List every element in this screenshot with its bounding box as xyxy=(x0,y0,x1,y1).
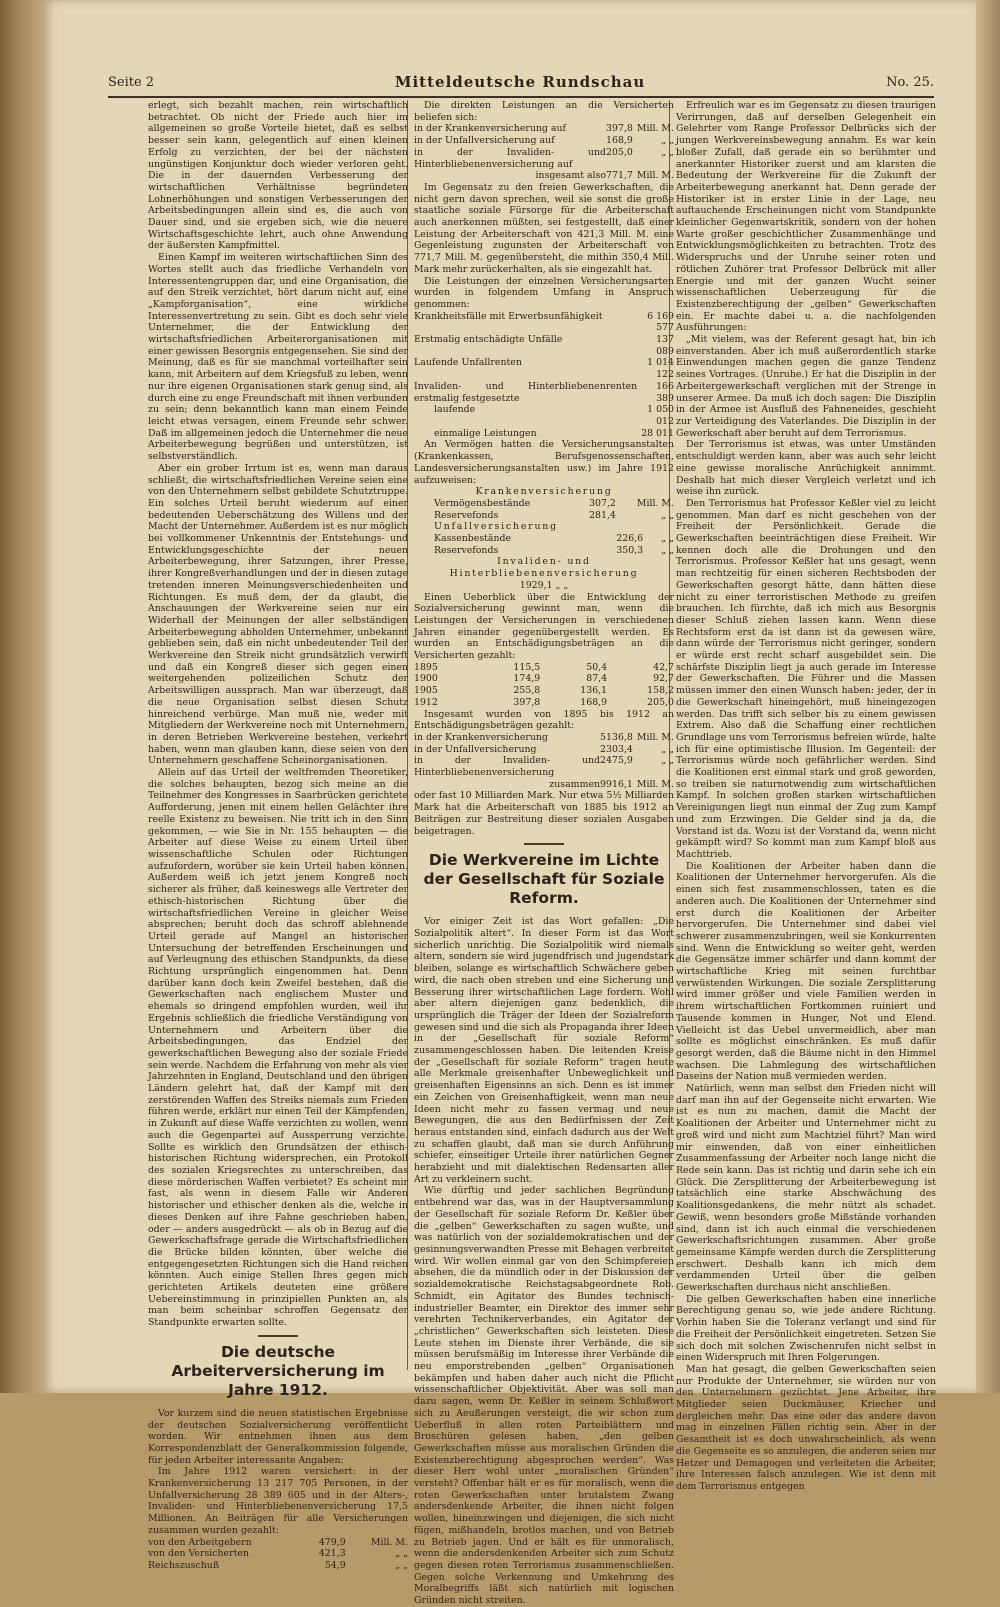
column-2 xyxy=(414,100,674,1607)
row-label: Laufende Unfallrenten xyxy=(414,357,522,369)
paragraph: Der Terrorismus ist etwas, was unter Umständen entschuldigt werden kann, aber was auch sehr leicht eine gewisse moralische Anrüchigkeit annimmt. Deshalb hat mich dieser Vergleich verletzt und ich weise ihn zurück. xyxy=(676,439,936,498)
claims-table xyxy=(414,311,674,440)
paragraph: Man hat gesagt, die gelben Gewerkschaften seien nur Produkte der Unternehmer, sie würden nur von den Unternehmern gezüchtet. Jene Arbeiter, ihre Mitglieder seien Duckmäuser, Kriecher und dergleichen mehr. Das eine oder das andere davon mag in einzelnen Fällen richtig sein. Aber in der Gesamtheit ist es doch unwahrscheinlich, als wenn die Gegenseite es so anzulegen, die anderen seien nur Hetzer und Demagogen und verleiteten die Arbeiter, ihre Interessen falsch anzulegen. Wie ist denn mit dem Terrorismus entgegen xyxy=(676,1363,936,1492)
paragraph: Im Jahre 1912 waren versichert: in der Krankenversicherung 13 217 705 Personen, in der Unfallversicherung 28 389 605 und in der Alters-, Invaliden- und Hinterbliebenenversicherung 17,5 Millionen. An Beiträgen für alle Versicherungen zusammen wurden gezahlt: xyxy=(148,1466,408,1536)
row-unit: „ „ xyxy=(661,509,674,521)
row-unit: „ „ xyxy=(661,146,674,158)
assets-kv-table xyxy=(414,498,674,521)
table-row xyxy=(414,135,674,147)
table-row xyxy=(148,1548,408,1560)
row-label: laufende xyxy=(434,404,476,416)
row-label: Erstmalig entschädigte Unfälle xyxy=(414,334,563,346)
row-label: in der Krankenversicherung xyxy=(414,731,548,743)
table-row xyxy=(414,755,674,778)
row-label: zusammen xyxy=(549,778,601,790)
row-label: insgesamt also xyxy=(535,170,607,182)
table-row xyxy=(414,744,674,756)
book-binding xyxy=(0,0,42,1393)
row-value: 137 089 xyxy=(656,334,674,357)
row-label: in der Invaliden- und Hinterbliebenenversicherung auf xyxy=(414,146,607,170)
row-unit: Mill. M. xyxy=(636,731,674,743)
table-row xyxy=(414,147,674,170)
row-value: 421,3 xyxy=(318,1548,346,1560)
row-value: 166 389 xyxy=(656,380,674,404)
column-3 xyxy=(676,100,936,1492)
row-label: Krankheitsfälle mit Erwerbsunfähigkeit xyxy=(414,310,603,322)
table-row xyxy=(148,1560,408,1572)
row-label: in der Unfallversicherung xyxy=(414,743,537,755)
year-cell: 1895 xyxy=(414,661,438,673)
year-cell: 1900 xyxy=(414,673,438,685)
value-cell: 205,0 xyxy=(647,696,674,708)
row-label: einmalige Leistungen xyxy=(434,427,537,439)
row-unit: „ „ xyxy=(395,1559,408,1571)
row-label: Invaliden- und Hinterbliebenenrenten erstmalig festgesetzte xyxy=(414,380,638,404)
row-value: 9916,1 xyxy=(600,778,633,790)
paragraph: Die Koalitionen der Arbeiter haben dann die Koalitionen der Unternehmer hervorgerufen. Als die einen sich fest zusammenschlossen, taten es die anderen auch. Die Koalitionen der Unternehmer sind erst durch die Koalitionen der Arbeiter hervorgerufen. Die Unternehmer sind dabei viel schwerer zusammenzubringen, weil sie Konkurrenten sind. Wenn die Entwicklung so weiter geht, werden die Gegensätze immer schärfer und dann kommt der wirtschaftliche Krieg mit seinen furchtbar verwüstenden Wirkungen. Die soziale Zersplitterung wird immer größer und viele Familien werden in ihrem wirtschaftlichen Fortkommen ruiniert und Tausende kommen in Hunger, Not und Elend. Vielleicht ist das Uebel unvermeidlich, aber man sollte es möglichst einschränken. Es muß dafür gesorgt werden, daß die Bäume nicht in den Himmel wachsen. Die Lahmlegung des wirtschaftlichen Daseins der Nation muß vermieden werden. xyxy=(676,860,936,1083)
table-row xyxy=(414,498,674,510)
row-label: von den Versicherten xyxy=(148,1548,249,1560)
value-cell: 115,5 xyxy=(513,661,541,673)
row-label: in der Invaliden- und Hinterbliebenenversicherung xyxy=(414,755,601,779)
value-cell: 255,8 xyxy=(513,685,541,697)
value-cell: 397,8 xyxy=(513,696,541,708)
table-row xyxy=(414,170,674,182)
row-unit: Mill. M. xyxy=(636,123,674,135)
subheading: Invaliden- und Hinterbliebenenversicherung xyxy=(449,556,639,580)
paragraph: „Mit vielem, was der Referent gesagt hat, bin ich einverstanden. Aber ich muß außerordentlich starke Einwendungen machen gegen die ganze Tendenz seines Vortrages. (Unruhe.) Er hat die Disziplin in der Arbeitergewerkschaft verglichen mit der Strenge in unserer Armee. Da muß ich doch sagen: Die Disziplin in der Armee ist Ausfluß des Fahneneides, geschieht zur Verteidigung des Vaterlandes. Die Disziplin in der Gewerkschaft aber beruht auf dem Terrorismus. xyxy=(676,334,936,439)
table-row xyxy=(414,510,674,522)
row-unit: „ „ xyxy=(395,1548,408,1560)
separator xyxy=(258,1335,298,1337)
value-cell: 136,1 xyxy=(580,685,608,697)
article-heading: Die Werkvereine im Lichte der Gesellschaft für Soziale Reform. xyxy=(423,851,665,908)
row-value: 168,9 xyxy=(606,135,633,147)
assets-uv-table xyxy=(414,533,674,556)
row-value: 54,9 xyxy=(324,1559,346,1571)
row-unit: Mill. M. xyxy=(636,497,674,509)
page-edge xyxy=(976,0,1000,1393)
paragraph: Aber ein grober Irrtum ist es, wenn man daraus schließt, die wirtschaftsfriedlichen Vereine seien eine von den Unternehmern selbst gebildete Schutztruppe. Ein solches Urteil beruht wiederum auf einer bedeutenden Ueberschätzung des Willens und der Macht der Unternehmer. Außerdem ist es nur möglich bei vollkommener Unkenntnis der Entstehungs- und Entwicklungsgeschichte der neuen Arbeiterbewegung, ihrer Satzungen, ihrer Presse, ihrer Kongreßverhandlungen und der in diesen zutage tretenden inneren Meinungsverschiedenheiten und Richtungen. Es muß dem, der da glaubt, die Anschauungen der Werkvereine seien nur ein Widerhall der Meinungen der aller selbständigen Arbeiterbewegung abholden Unternehmer, unbekannt geblieben sein, daß ein nicht unbedeutender Teil der Werkvereine den Streik nicht grundsätzlich verwirft und daß ein Kongreß dieser sich gegen einen weitergehenden polizeilichen Schutz der Arbeitswilligen aussprach. Man war überzeugt, daß die neue Organisation selbst diesen Schutz hinreichend verbürge. Man muß nie, weder mit Mitgliedern der Werkvereine noch mit Unternehmern, in deren Betrieben Werkvereine bestehen, verkehrt haben, wenn man glauben kann, diese seien von den Unternehmern geschaffene Scheinorganisationen. xyxy=(148,462,408,767)
row-label: in der Krankenversicherung auf xyxy=(414,123,567,135)
paragraph: Die direkten Leistungen an die Versicherten beliefen sich: xyxy=(414,100,674,123)
article-heading: Die deutsche Arbeiterversicherung im Jahre 1912. xyxy=(171,1342,385,1399)
row-value: 205,0 xyxy=(606,146,633,158)
subheading: Krankenversicherung xyxy=(475,486,613,498)
newspaper-title: Mitteldeutsche Rundschau xyxy=(394,73,646,91)
row-value: 397,8 xyxy=(606,123,633,135)
row-unit: „ „ xyxy=(661,743,674,755)
row-value: 5136,8 xyxy=(600,731,633,743)
row-unit: Mill. M. xyxy=(636,778,674,790)
row-label: Reservefonds xyxy=(434,509,499,521)
row-label: Kassenbestände xyxy=(434,533,512,545)
year-cell: 1905 xyxy=(414,685,438,697)
paragraph: Die gelben Gewerkschaften haben eine innerliche Berechtigung genau so, wie jede andere Richtung. Vorhin haben Sie die Toleranz verlangt und sind für die Freiheit der Persönlichkeit eingetreten. Setzen Sie sich doch mit solchen Zwischenrufen nicht selbst in einen Widerspruch mit Ihren Folgerungen. xyxy=(676,1293,936,1364)
row-label: Reichszuschuß xyxy=(148,1559,220,1571)
table-row xyxy=(148,1537,408,1549)
paragraph: oder fast 10 Milliarden Mark. Nur etwa 5½ Milliarden Mark hat die Arbeiterschaft von 1885 bis 1912 an Beiträgen zur Bestreitung dieser sozialen Ausgaben beigetragen. xyxy=(414,790,674,837)
paragraph: Insgesamt wurden von 1895 bis 1912 an Entschädigungsbeträgen gezahlt: xyxy=(414,708,674,732)
table-row xyxy=(414,779,674,791)
row-label: in der Unfallversicherung auf xyxy=(414,135,555,147)
page-label: Seite 2 xyxy=(108,74,155,90)
paragraph: Den Terrorismus hat Professor Keßler viel zu leicht genommen. Man darf es nicht geschehen von der Freiheit der Persönlichkeit. Gerade die Gewerkschaften beeinträchtigen diese Freiheit. Wir kennen doch alle die Drohungen und den Terrorismus. Professor Keßler hat uns gesagt, wenn man rechtzeitig für einen sicheren Rechtsboden der Gewerkschaften gesorgt hätte, dann hätten diese nicht zu einer terroristischen Methode zu greifen brauchen. Ich fürchte, daß ich mich aus Besorgnis dieser Schluß ziehen lassen kann. Wenn diese Rechtsform erst da ist dann ist da gewesen wäre, dann würde der Terrorismus nicht geringer, sondern er würde erst recht scharf ausgebildet sein. Die schärfste Disziplin liegt ja auch gerade im Interesse der Gewerkschaften. Die Führer und die Massen müssen immer den einen Wunsch haben: jeder, der in die Gewerkschaft hineingehört, muß hineingezogen werden. Das trifft sich selber bis zu einem gewissen Extrem. Also daß die Schaffung einer rechtlichen Grundlage uns vom Terrorismus befreien würde, halte ich für eine optimistische Illusion. Im Gegenteil: der Terrorismus würde noch gefährlicher werden. Sind die Koalitionen erst einmal stark und groß geworden, so treiben sie naturnotwendig zum wirtschaftlichen Kampf. In solchen großen starken wirtschaftlichen Vereinigungen liegt nun einmal der Zug zum Kampf und zum Erzwingen. Die Gelder sind ja da, die Vorstand ist da. Wozu ist der Vorstand da, wenn nicht gekämpft wird? So kommt man zum Kampf bloß aus Machttrieb. xyxy=(676,497,936,860)
table-row xyxy=(414,732,674,744)
paragraph: Einen Kampf im weiteren wirtschaftlichen Sinn des Wortes stellt auch das friedliche Verhandeln von Interessentengruppen dar, und eine Organisation, die auf den Streik verzichtet, hört darum nicht auf, eine „Kampforganisation“, eine wirkliche Interessenvertretung zu sein. Gibt es doch sehr viele Unternehmer, die der Entwicklung der wirtschaftsfriedlichen Arbeiterorganisationen mit einer gewissen Besorgnis entgegensehen. Sie sind der Meinung, daß es für sie manchmal vorteilhafter sein kann, mit Arbeitern auf dem Kriegsfuß zu leben, wenn nur ihre eigenen Organisationen stark genug sind, als durch eine zu enge Freundschaft mit ihnen verbunden zu sein; denn bekanntlich kann man einem Feinde leicht etwas versagen, einem Freunde sehr schwer. Daß im allgemeinen jedoch die Unternehmer die neue Arbeiterbewegung begrüßen und unterstützen, ist selbstverständlich. xyxy=(148,252,408,463)
row-value: 28 011 xyxy=(641,427,674,439)
row-value: 350,3 xyxy=(616,544,644,556)
years-table xyxy=(414,662,674,709)
table-row xyxy=(414,334,674,357)
value-cell: 158,2 xyxy=(647,685,674,697)
table-row xyxy=(414,673,674,685)
table-row xyxy=(414,357,674,380)
table-row xyxy=(414,662,674,674)
paragraph: Allein auf das Urteil der weltfremden Theoretiker, die solches behaupten, bezog sich meine an die Teilnehmer des Kongresses in Saarbrücken gerichtete Aufforderung, jenen mit einem hellen Gelächter ihre reelle Existenz zu beweisen. Nie tritt ich in den Sinn gekommen, — wie Sie in Nr. 155 behaupten — die Arbeiter auf diese Weise zu einem Urteil über wissenschaftliche Schulen oder Richtungen aufzufordern, worüber sie kein Urteil haben können. Außerdem weiß ich jetzt jenem Kongreß noch sicherer als früher, daß keineswegs alle Vertreter der ethisch-historischen Richtung über die wirtschaftsfriedlichen Vereine in gleicher Weise absprechen; beruht doch das schroff ablehnende Urteil gerade auf Mangel an historischer Untersuchung der betreffenden Erscheinungen und auf Verleugnung des ethischen Standpunkts, da diese Richtung ursprünglich eingenommen hat. Denn darüber kann doch kein Zweifel bestehen, daß die Gewerkschaften nach englischem Muster und ehemals so dringend empfohlen wurden, weil ihr Ergebnis schließlich die friedliche Verständigung von Unternehmern und Arbeitern über die Arbeitsbedingungen, das Endziel der gewerkschaftlichen Bewegung also der soziale Friede sein werde. Nachdem die Erfahrung von mehr als vier Jahrzehnten in England, Deutschland und den übrigen Ländern gelehrt hat, daß der Kampf mit den zerstörenden Waffen des Streiks niemals zum Frieden führen werde, erklärt nur einen Teil der Kämpfenden, in Zukunft auf diese Waffe verzichten zu wollen, wenn auch die Gegenpartei auf Aussperrung verzichte. Sollte es wirklich den Grundsätzen der ethisch-historischen Richtung widersprechen, ein Protokoll des sozialen Kriegsrechtes zu unterschreiben, das diese mörderischen Waffen verbietet? Es scheint mir fast, als wenn in diesem Falle wir Anderen historischer und ethischer denken als die, welche in dieses Denken auf ihre Fahne geschrieben haben, oder — anders ausgedrückt — als ob in Bezug auf die Gewerkschaftsfrage gerade die Wirtschaftsfriedlichen die Brücke bilden könnten, über welche die entgegengesetzten Richtungen sich die Hand reichen könnten. Auch einige Stellen Ihres gegen mich gerichteten Artikels deuteten eine größere Uebereinstimmung in prinzipiellen Punkten an, als man beim scheinbar schroffen Gegensatz der Standpunkte erwarten sollte. xyxy=(148,767,408,1329)
table-row xyxy=(414,311,674,334)
row-value: 226,6 xyxy=(616,533,644,545)
row-unit: „ „ xyxy=(661,544,674,556)
subheading: Unfallversicherung xyxy=(434,521,558,533)
masthead-rule xyxy=(108,96,934,98)
row-value: 479,9 xyxy=(318,1536,346,1548)
table-row xyxy=(414,381,674,404)
row-unit: Mill. M. xyxy=(370,1536,408,1548)
paragraph: Vor kurzem sind die neuen statistischen Ergebnisse der deutschen Sozialversicherung veröffentlicht worden. Wir entnehmen ihnen aus dem Korrespondenzblatt der Generalkommission folgende, für jeden Arbeiter interessante Angaben: xyxy=(148,1407,408,1466)
totals-table xyxy=(414,732,674,791)
row-value: 1 050 012 xyxy=(647,404,674,427)
assets-iv-value: 1929,1 „ „ xyxy=(519,579,569,591)
paragraph: Vor einiger Zeit ist das Wort gefallen: „Die Sozialpolitik altert“. In dieser Form ist das Wort sicherlich unrichtig. Die Sozialpolitik wird niemals altern, sondern sie wird jugendfrisch und jugendstark bleiben, solange es wirtschaftlich Schwächere geben wird, die nach oben streben und eine Sicherung und Besserung ihrer wirtschaftlichen Lage fordern. Wohl aber altern diejenigen ganz bedenklich, die ursprünglich die Träger der Ideen der Sozialreform gewesen sind und die sich als Propaganda ihrer Ideen in der „Gesellschaft für soziale Reform“ zusammengeschlossen haben. Die leitenden Kreise der „Gesellschaft für soziale Reform“ tragen heute alle Merkmale greisenhafter Unbeweglichkeit und greisenhaften Eigensinns an sich. Denn es ist immer ein Zeichen von Greisenhaftigkeit, wenn man neue Ideen nicht mehr zu fassen vermag und neue Bewegungen, die aus den Bedürfnissen der Zeit heraus entstanden sind, einfach dadurch aus der Welt zu schaffen glaubt, daß man sie durch Anführung schiefer, einseitiger Urteile ihrer natürlichen Gegner herabzieht und mit dialektischen Redensarten aller Art zu verkleinern sucht. xyxy=(414,916,674,1185)
paragraph: Wie dürftig und jeder sachlichen Begründung entbehrend war das, was in der Hauptversammlung der Gesellschaft für soziale Reform Dr. Keßler über die „gelben“ Gewerkschaften zu sagen wußte, und was natürlich von der sozialdemokratischen und der gesinnungsverwandten Presse mit Behagen verbreitet wird. Wir wollen einmal gar von den Schimpfereien absehen, die da mündlich oder in der Diskussion der sozialdemokratische Reichstagsabgeordnete Rob. Schmidt, ein Agitator des Bundes technisch-industrieller Beamter, ein Direktor des immer sehr verehrten Technikerverbandes, ein Agitator der „christlichen“ Gewerkschaften sich leisteten. Diese Leute stehen im Dienste ihrer Verbände, die sie müssen berufsmäßig im Interesse ihrer Verbände die neu emporstrebenden „gelben“ Organisationen bekämpfen und haben daher auch nicht die Pflicht wissenschaftlicher Objektivität. Aber was soll man dazu sagen, wenn Dr. Keßler in seinem Schlußwort sich zu Aeußerungen versteigt, die wir schon zum Ueberfluß in allen roten Parteiblättern und Broschüren gelesen haben, „den gelben Gewerkschaften müsse aus moralischen Gründen die Existenzberechtigung abgesprochen werden“. Was dieser Herr wohl unter „moralischen Gründen“ versteht? Offenbar hält er es für moralisch, wenn die roten Gewerkschaften unter brutalstem Zwang andersdenkende Arbeiter, die ihnen nicht folgen wollen, hineinzwingen und diejenigen, die sich nicht fügen, mißhandeln, brotlos machen, und von Betrieb zu Betrieb jagen. Und er hält es für unmoralisch, wenn die andersdenkenden Arbeiter sich zum Schutz gegen diesen roten Terrorismus zusammenschließen. Gegen solche Verkennung und Umkehrung des Moralbegriffs läßt sich natürlich mit logischen Gründen nicht streiten. xyxy=(414,1185,674,1607)
table-row xyxy=(414,697,674,709)
paragraph: An Vermögen hatten die Versicherungsanstalten (Krankenkassen, Berufsgenossenschaften, Landesversicherungsanstalten usw.) im Jahre 1912 aufzuweisen: xyxy=(414,439,674,486)
value-cell: 50,4 xyxy=(586,661,608,673)
masthead xyxy=(108,70,934,94)
value-cell: 87,4 xyxy=(586,673,608,685)
row-value: 771,7 xyxy=(606,170,633,182)
paragraph: Einen Ueberblick über die Entwicklung der Sozialversicherung gewinnt man, wenn die Leistungen der Versicherungen in verschiedenen Jahren einander gegenübergestellt werden. Es wurden an Entschädigungsbeträgen an die Versicherten gezahlt: xyxy=(414,591,674,662)
paragraph: Erfreulich war es im Gegensatz zu diesen traurigen Verirrungen, daß auf derselben Gelegenheit ein Gelehrter vom Range Professor Delbrücks sich der jungen Werkvereinsbewegung annahm. Es war kein bloßer Zufall, daß gerade ein so berühmter und anerkannter Historiker zuerst und am klarsten die Bedeutung der Werkvereine für die Zukunft der Arbeiterbewegung anerkannt hat. Denn gerade der Historiker ist in erster Linie in der Lage, neu auftauchende Erscheinungen nicht vom Standpunkte kleinlicher Gegenwartskritik, sondern von der hohen Warte großer geschichtlicher Zusammenhänge und Entwicklungsmöglichkeiten zu betrachten. Trotz des Widerspruchs und der Unruhe seiner roten und rötlichen Zuhörer trat Professor Delbrück mit aller Energie und mit der ganzen Wucht seiner wissenschaftlichen Ueberzeugung für die Existenzberechtigung der „gelben“ Gewerkschaften ein. Er machte dabei u. a. die nachfolgenden Ausführungen: xyxy=(676,100,936,334)
table-row xyxy=(414,685,674,697)
row-unit: „ „ xyxy=(661,755,674,767)
table-row xyxy=(414,533,674,545)
value-cell: 168,9 xyxy=(580,696,608,708)
row-value: 2303,4 xyxy=(600,743,633,755)
services-table xyxy=(414,123,674,182)
table-row xyxy=(414,545,674,557)
table-row xyxy=(414,123,674,135)
value-cell: 174,9 xyxy=(513,673,541,685)
table-row xyxy=(414,428,674,440)
contributions-table xyxy=(148,1537,408,1572)
row-label: Reservefonds xyxy=(434,544,499,556)
row-unit: „ „ xyxy=(661,533,674,545)
column-1 xyxy=(148,100,408,1571)
paragraph: Die Leistungen der einzelnen Versicherungsarten wurden in folgendem Umfang in Anspruch genommen: xyxy=(414,275,674,310)
year-cell: 1912 xyxy=(414,696,438,708)
value-cell: 42,7 xyxy=(653,661,674,673)
row-value: 2475,9 xyxy=(600,755,633,767)
separator xyxy=(524,843,564,845)
row-label: von den Arbeitgebern xyxy=(148,1536,252,1548)
row-value: 6 169 577 xyxy=(647,310,674,334)
table-row xyxy=(414,404,674,427)
issue-number: No. 25. xyxy=(886,74,934,90)
row-value: 307,2 xyxy=(589,497,616,509)
value-cell: 92,7 xyxy=(653,673,674,685)
row-label: Vermögensbestände xyxy=(434,497,531,509)
row-unit: „ „ xyxy=(661,135,674,147)
paragraph: erlegt, sich bezahlt machen, rein wirtschaftlich betrachtet. Ob nicht der Friede auch hier im allgemeinen so große Vorteile bietet, daß es selbst besser sein kann, gelegentlich auf einen kleinen Erfolg zu verzichten, der bei der nächsten ungünstigen Konjunktur doch wieder verloren geht. Die in der dauernden Verbesserung der wirtschaftlichen Verhältnisse begründeten Lohnerhöhungen und sonstigen Verbesserungen der Arbeitsbedingungen allein sind es, die auch von Dauer sind, und sie ergeben sich, wie die neuere Wirtschaftsgeschichte lehrt, auch ohne Anwendung der äußersten Kampfmittel. xyxy=(148,100,408,252)
row-value: 1 014 122 xyxy=(647,357,674,381)
row-value: 281,4 xyxy=(589,509,616,521)
paragraph: Natürlich, wenn man selbst den Frieden nicht will darf man ihn auf der Gegenseite nicht erwarten. Wie ist es nun zu machen, damit die Macht der Koalitionen der Arbeiter und Unternehmer nicht zu groß wird und nicht zum Machtziel führt? Man wird mir einwenden, daß von einer einheitlichen Zusammenfassung der Arbeiter noch lange nicht die Rede sein kann. Das ist richtig und darin sehe ich ein Glück. Die Zersplitterung der Arbeiterbewegung ist tatsächlich eine starke Abschwächung des Koalitionsgedankens, die mehr nützt als schadet. Gewiß, wenn besonders große Mißstände vorhanden sind, dann ist ich auch einmal die verschiedenen Gewerkschaftsrichtungen zusammen. Aber große gemeinsame Kämpfe werden durch die Zersplitterung erschwert. Deshalb kann ich mich dem verdammenden Urteil über die gelben Gewerkschaften durchaus nicht anschließen. xyxy=(676,1083,936,1294)
row-unit: Mill. M. xyxy=(636,170,674,182)
paragraph: Im Gegensatz zu den freien Gewerkschaften, die nicht gern davon sprechen, weil sie sonst die große staatliche soziale Fürsorge für die Arbeiterschaft auch anerkennen müßten, sei festgestellt, daß einer Leistung der Arbeiterschaft von 421,3 Mill. M. eine Gegenleistung zugunsten der Arbeiterschaft von 771,7 Mill. M. gegenübersteht, die mithin 350,4 Mill. Mark mehr zurückerhalten, als sie eingezahlt hat. xyxy=(414,181,674,275)
